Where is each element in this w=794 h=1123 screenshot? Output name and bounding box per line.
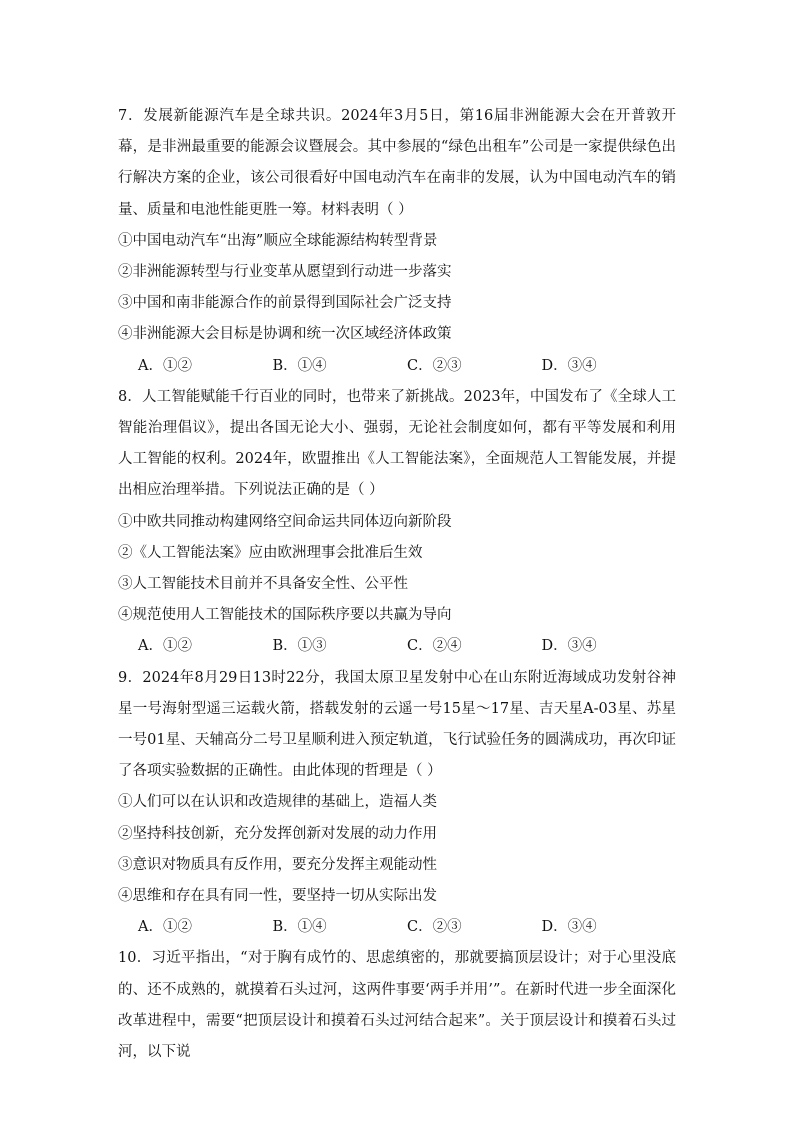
- choice-b: B．①④: [272, 357, 327, 374]
- statement-4: ④思维和存在具有同一性，要坚持一切从实际出发: [118, 888, 437, 905]
- question-stem: 7．发展新能源汽车是全球共识。2024年3月5日，第16届非洲能源大会在开普敦开幕，是非洲最重要的能源会议暨展会。其中参展的“绿色出租车”公司是一家提供绿色出行解决方案的企业，该公司很看好中国电动汽车在南非的发展，认为中国电动汽车的销量、质量和电池性能更胜一筹。材料表明（ ）: [118, 108, 676, 218]
- statement-1: ①中欧共同推动构建网络空间命运共同体迈向新阶段: [118, 513, 452, 530]
- choice-c: C．②④: [407, 638, 462, 655]
- answer-choices: [118, 912, 676, 943]
- choice-a: A．①②: [138, 357, 192, 374]
- statement-1: ①中国电动汽车“出海”顺应全球能源结构转型背景: [118, 232, 438, 249]
- choice-c: C．②③: [407, 919, 462, 936]
- choice-a: A．①②: [138, 919, 192, 936]
- answer-choices: [118, 631, 676, 662]
- statement-3: ③意识对物质具有反作用，要充分发挥主观能动性: [118, 856, 437, 873]
- choice-c: C．②③: [407, 357, 462, 374]
- question-stem: 9．2024年8月29日13时22分，我国太原卫星发射中心在山东附近海域成功发射谷神星一号海射型遥三运载火箭，搭载发射的云遥一号15星～17星、吉天星A-03星、苏星一号01星、天辅高分二号卫星顺利进入预定轨道，飞行试验任务的圆满成功，再次印证了各项实验数据的正确性。由此体现的哲理是（ ）: [118, 669, 676, 780]
- question-9: [118, 663, 676, 944]
- choice-d: D．③④: [541, 357, 597, 374]
- statement-4: ④规范使用人工智能技术的国际秩序要以共赢为导向: [118, 607, 452, 624]
- question-stem: 10．习近平指出，“对于胸有成竹的、思虑缜密的，那就要搞顶层设计；对于心里没底的、还不成熟的，就摸着石头过河，这两件事要‘两手并用’”。在新时代进一步全面深化改革进程中，需要“把顶层设计和摸着石头过河结合起来”。关于顶层设计和摸着石头过河，以下说: [118, 950, 676, 1061]
- question-list: [118, 101, 676, 1068]
- question-stem: 8．人工智能赋能千行百业的同时，也带来了新挑战。2023年，中国发布了《全球人工智能治理倡议》，提出各国无论大小、强弱，无论社会制度如何，都有平等发展和利用人工智能的权利。2024年，欧盟推出《人工智能法案》，全面规范人工智能发展，并提出相应治理举措。下列说法正确的是（ ）: [118, 388, 676, 499]
- statement-2: ②《人工智能法案》应由欧洲理事会批准后生效: [118, 544, 423, 561]
- statement-3: ③中国和南非能源合作的前景得到国际社会广泛支持: [118, 295, 452, 312]
- choice-d: D．③④: [541, 919, 597, 936]
- choice-a: A．①②: [138, 638, 192, 655]
- question-7: [118, 101, 676, 382]
- statement-3: ③人工智能技术目前并不具备安全性、公平性: [118, 576, 408, 593]
- answer-choices: [118, 351, 676, 382]
- choice-b: B．①③: [272, 638, 327, 655]
- statement-2: ②非洲能源转型与行业变革从愿望到行动进一步落实: [118, 264, 452, 281]
- choice-d: D．③④: [541, 638, 597, 655]
- question-8: [118, 382, 676, 663]
- question-10: [118, 943, 676, 1068]
- statement-4: ④非洲能源大会目标是协调和统一次区域经济体政策: [118, 326, 452, 343]
- statement-2: ②坚持科技创新，充分发挥创新对发展的动力作用: [118, 825, 437, 842]
- statement-1: ①人们可以在认识和改造规律的基础上，造福人类: [118, 794, 437, 811]
- choice-b: B．①④: [272, 919, 327, 936]
